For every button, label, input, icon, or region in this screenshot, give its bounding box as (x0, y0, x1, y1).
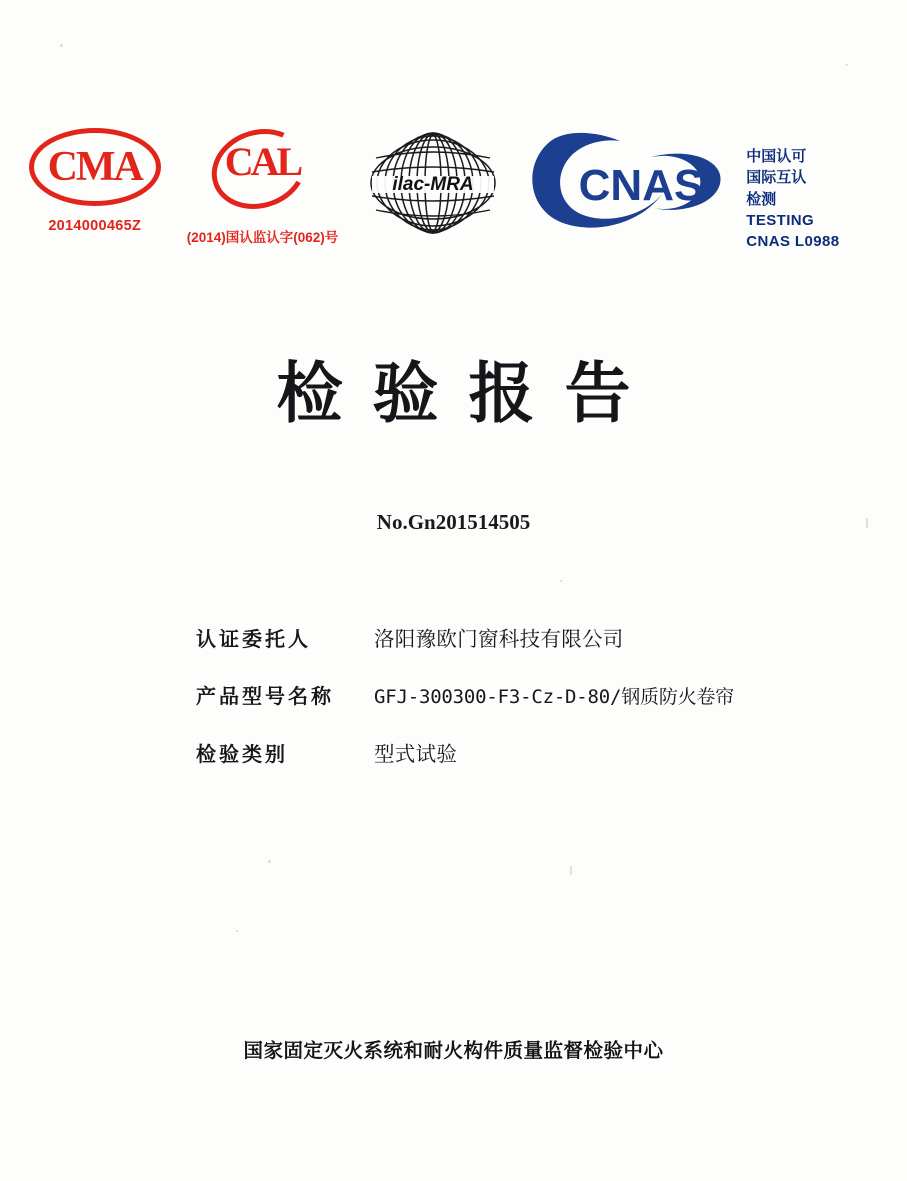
svg-text:ilac-MRA: ilac-MRA (392, 174, 474, 195)
field-row (196, 737, 816, 767)
scan-speck (268, 860, 271, 863)
page-title: 检验报告 (276, 355, 661, 432)
cal-logo-text: CAL (224, 139, 301, 184)
field-value-category: 型式试验 (374, 742, 458, 766)
cal-mark-block (187, 128, 339, 246)
issuing-authority: 国家固定灭火系统和耐火构件质量监督检验中心 (243, 1039, 664, 1062)
cnas-mark-block (528, 128, 878, 252)
cnas-logo-icon (528, 128, 746, 238)
field-row (196, 622, 816, 652)
ilac-mra-logo-icon (364, 128, 502, 238)
ilac-mra-block (364, 128, 502, 238)
field-label-category: 检验类别 (196, 742, 288, 766)
cma-logo-text: CMA (47, 144, 142, 190)
cnas-line-2: 国际互认 (746, 169, 807, 187)
cal-ring-logo-icon (206, 128, 318, 212)
cal-caption: (2014)国认监认字(062)号 (186, 230, 339, 245)
field-value-client: 洛阳豫欧门窗科技有限公司 (374, 627, 624, 651)
field-label-model: 产品型号名称 (196, 684, 334, 708)
scan-speck (846, 64, 848, 66)
accreditation-mark-row (0, 128, 907, 288)
scan-speck (570, 866, 572, 875)
cma-caption: 2014000465Z (48, 218, 142, 234)
field-label-client: 认证委托人 (196, 627, 311, 651)
cnas-logo-text: CNAS (578, 161, 704, 210)
scan-speck (60, 44, 63, 47)
scan-speck (560, 580, 562, 582)
field-row (196, 680, 816, 709)
cnas-line-4: TESTING (746, 211, 815, 229)
cnas-line-1: 中国认可 (746, 148, 807, 165)
report-field-list (196, 622, 816, 795)
cma-mark-block (29, 128, 161, 234)
scan-speck (236, 930, 238, 932)
cma-oval-logo-icon (29, 128, 161, 206)
cnas-line-3: 检测 (746, 190, 777, 208)
cnas-text-block (746, 128, 878, 252)
report-number: No.Gn201514505 (376, 510, 531, 534)
cnas-line-5: CNAS L0988 (746, 233, 840, 251)
field-value-model: GFJ-300300-F3-Cz-D-80/钢质防火卷帘 (374, 686, 735, 708)
